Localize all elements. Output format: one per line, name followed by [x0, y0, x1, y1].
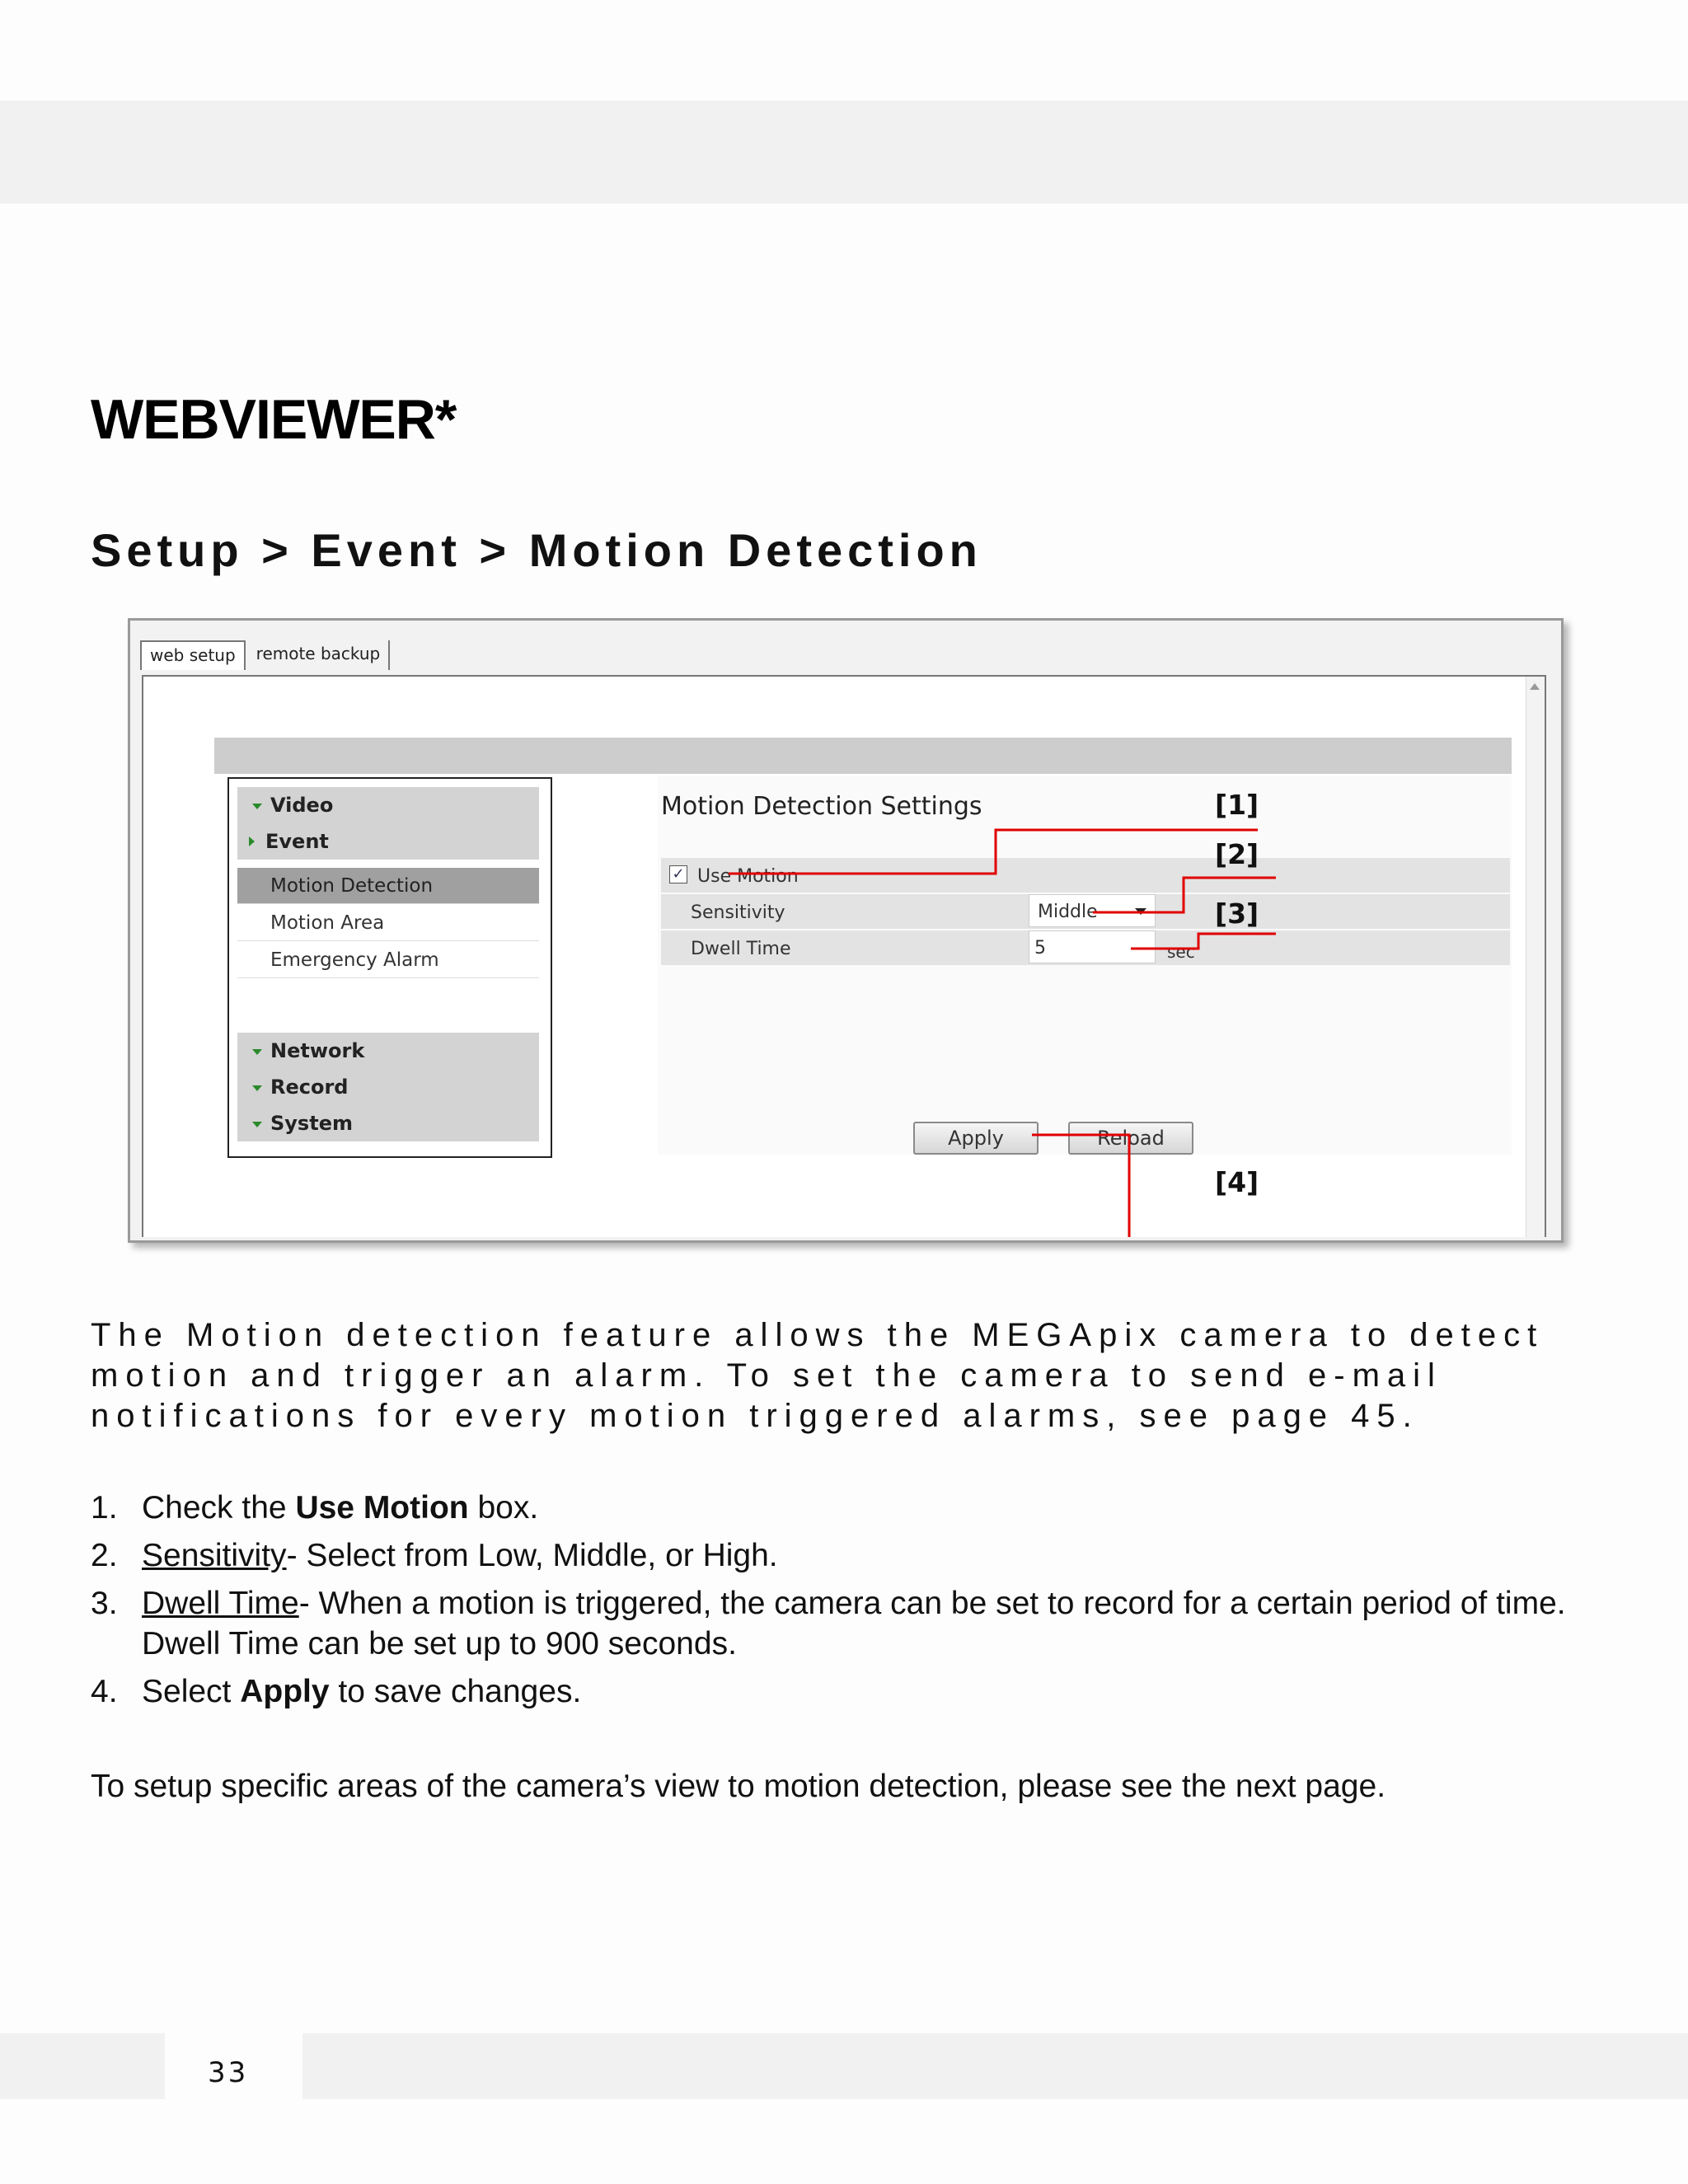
callout-line-1	[729, 830, 1258, 874]
menu-network-label: Network	[270, 1039, 365, 1062]
step-text: Select	[142, 1674, 241, 1709]
callout-line-4	[1032, 1135, 1233, 1237]
sensitivity-value: Middle	[1038, 902, 1098, 922]
tab-web-setup[interactable]: web setup	[140, 640, 246, 670]
list-item	[91, 1671, 1599, 1712]
menu-item-motion-detection[interactable]: Motion Detection	[237, 868, 539, 904]
footer-band-left	[0, 2033, 165, 2099]
step-number: 1.	[91, 1490, 118, 1526]
section-breadcrumb: Setup > Event > Motion Detection	[91, 524, 982, 576]
callout-2: [2]	[1215, 838, 1259, 870]
menu-video-label: Video	[270, 794, 334, 817]
step-text: to save changes.	[329, 1674, 582, 1709]
use-motion-checkbox[interactable]: ✓	[669, 865, 687, 883]
closing-paragraph: To setup specific areas of the camera’s view to motion detection, please see the next page.	[91, 1769, 1386, 1804]
tab-bar	[140, 640, 392, 670]
menu-item-emergency-alarm[interactable]: Emergency Alarm	[237, 942, 539, 978]
step-text: - When a motion is triggered, the camera can be set to record for a certain period of time. Dwell Time can be set up to 900 seconds.	[142, 1586, 1566, 1661]
step-bold-text: Apply	[240, 1674, 330, 1709]
step-number: 3.	[91, 1586, 118, 1621]
step-text: Check the	[142, 1490, 296, 1526]
menu-event-label: Event	[265, 830, 329, 853]
setup-panel	[142, 675, 1546, 1237]
menu-record-label: Record	[270, 1076, 349, 1099]
page-title: WEBVIEWER*	[91, 388, 457, 451]
dwell-time-value: 5	[1034, 938, 1046, 958]
step-number: 4.	[91, 1674, 118, 1709]
step-underlined-term: Dwell Time	[142, 1586, 299, 1621]
step-number: 2.	[91, 1538, 118, 1573]
list-item	[91, 1488, 1599, 1528]
steps-list	[91, 1488, 1599, 1719]
sensitivity-label: Sensitivity	[691, 902, 785, 923]
step-text: - Select from Low, Middle, or High.	[286, 1538, 778, 1573]
step-bold-text: Use Motion	[295, 1490, 469, 1526]
callout-line-3	[1131, 934, 1276, 949]
callout-4: [4]	[1215, 1166, 1259, 1198]
settings-title: Motion Detection Settings	[661, 792, 982, 821]
page-number: 33	[208, 2056, 249, 2089]
reload-button[interactable]: Reload	[1068, 1122, 1193, 1155]
apply-button[interactable]: Apply	[913, 1122, 1039, 1155]
webviewer-screenshot	[128, 618, 1564, 1243]
menu-system-label: System	[270, 1112, 353, 1135]
footer-band-right	[302, 2033, 1688, 2099]
step-text: box.	[468, 1490, 539, 1526]
tab-remote-backup[interactable]: remote backup	[248, 640, 391, 670]
use-motion-label: Use Motion	[697, 866, 799, 887]
intro-paragraph: The Motion detection feature allows the MEGApix camera to detect motion and trigger an alarm. To set the camera to send e-mail notifications for every motion triggered alarms, see page 45.	[91, 1317, 1545, 1434]
list-item	[91, 1535, 1599, 1576]
callout-3: [3]	[1215, 898, 1259, 930]
list-item	[91, 1583, 1599, 1664]
header-band	[0, 101, 1688, 204]
dwell-time-unit: sec	[1167, 942, 1195, 962]
dwell-time-label: Dwell Time	[691, 939, 791, 959]
menu-item-motion-area[interactable]: Motion Area	[237, 905, 539, 941]
callout-lines	[143, 677, 1545, 1237]
step-underlined-term: Sensitivity	[142, 1538, 287, 1573]
callout-1: [1]	[1215, 789, 1259, 821]
